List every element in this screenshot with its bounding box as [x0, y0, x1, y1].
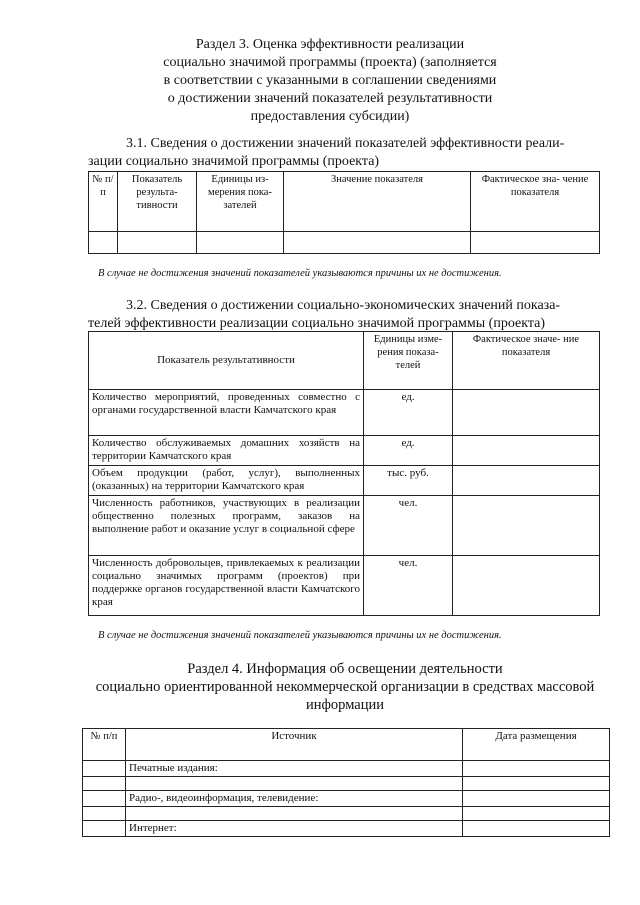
indicator-cell: Количество мероприятий, проведенных совместно с органами государственной власти Камчатского края: [89, 390, 364, 436]
actual-value-cell[interactable]: [453, 390, 600, 436]
section3-title-line: предоставления субсидии): [250, 109, 410, 124]
source-category: Интернет:: [126, 821, 463, 837]
table-cell[interactable]: [197, 232, 284, 254]
table-cell[interactable]: [463, 807, 610, 821]
table-3-2: [88, 331, 600, 616]
table-cell[interactable]: [463, 791, 610, 807]
header-units: Единицы из- мерения пока- зателей: [197, 172, 284, 232]
subsection-3-2-line2: телей эффективности реализации социально значимой программы (проекта): [88, 316, 546, 331]
table-cell[interactable]: [83, 807, 126, 821]
table-cell[interactable]: [463, 777, 610, 791]
indicator-cell: Численность работников, участвующих в реализации общественно полезных программ, заказов на выполнение работ и оказание услуг в социальной сфере: [89, 496, 364, 556]
section3-title-line: о достижении значений показателей результативности: [167, 91, 493, 106]
header-source: Источник: [126, 729, 463, 761]
table-header-row: [89, 172, 600, 232]
note-3-2: В случае не достижения значений показателей указываются причины их не достижения.: [98, 630, 502, 641]
table-cell[interactable]: [83, 791, 126, 807]
table-3-1: [88, 171, 600, 254]
section3-title: [120, 36, 540, 126]
table-row: [89, 556, 600, 616]
subsection-3-2-line1: 3.2. Сведения о достижении социально-экономических значений показа-: [126, 298, 561, 313]
table-row: [89, 466, 600, 496]
table-row: [89, 390, 600, 436]
table-cell[interactable]: [118, 232, 197, 254]
section4-title-line: Раздел 4. Информация об освещении деятельности: [187, 661, 503, 677]
section4-title: [80, 660, 610, 714]
header-number: № п/п: [83, 729, 126, 761]
section4-title-line: социально ориентированной некоммерческой организации в средствах массовой: [95, 679, 595, 695]
unit-cell: ед.: [364, 436, 453, 466]
unit-cell: ед.: [364, 390, 453, 436]
table-cell[interactable]: [463, 761, 610, 777]
header-units: Единицы изме- рения показа- телей: [364, 332, 453, 390]
actual-value-cell[interactable]: [453, 556, 600, 616]
table-cell[interactable]: [83, 777, 126, 791]
unit-cell: чел.: [364, 556, 453, 616]
indicator-cell: Объем продукции (работ, услуг), выполненных (оказанных) на территории Камчатского края: [89, 466, 364, 496]
table-row: [89, 496, 600, 556]
actual-value-cell[interactable]: [453, 466, 600, 496]
table-header-row: [89, 332, 600, 390]
table-row: [83, 761, 610, 777]
table-row: [83, 807, 610, 821]
table-cell[interactable]: [126, 807, 463, 821]
unit-cell: чел.: [364, 496, 453, 556]
table-row: [83, 821, 610, 837]
table-cell[interactable]: [83, 761, 126, 777]
table-header-row: [83, 729, 610, 761]
header-number: № п/п: [89, 172, 118, 232]
section4-title-line: информации: [306, 697, 384, 713]
table-cell[interactable]: [89, 232, 118, 254]
source-category: Печатные издания:: [126, 761, 463, 777]
table-row: [89, 436, 600, 466]
table-row: [89, 232, 600, 254]
subsection-3-1-line1: 3.1. Сведения о достижении значений показателей эффективности реали-: [126, 136, 565, 151]
section3-title-line: Раздел 3. Оценка эффективности реализации: [195, 37, 465, 52]
table-cell[interactable]: [83, 821, 126, 837]
actual-value-cell[interactable]: [453, 496, 600, 556]
header-value: Значение показателя: [284, 172, 471, 232]
table-cell[interactable]: [463, 821, 610, 837]
table-cell[interactable]: [126, 777, 463, 791]
table-cell[interactable]: [284, 232, 471, 254]
unit-cell: тыс. руб.: [364, 466, 453, 496]
note-3-1: В случае не достижения значений показателей указываются причины их не достижения.: [98, 268, 502, 279]
header-actual: Фактическое зна- чение показателя: [471, 172, 600, 232]
header-indicator: Показатель результа- тивности: [118, 172, 197, 232]
indicator-cell: Численность добровольцев, привлекаемых к реализации социально значимых программ (проектов) при поддержке органов государственной власти Камчатского края: [89, 556, 364, 616]
header-actual: Фактическое значе- ние показателя: [453, 332, 600, 390]
source-category: Радио-, видеоинформация, телевидение:: [126, 791, 463, 807]
header-date: Дата размещения: [463, 729, 610, 761]
subsection-3-1-line2: зации социально значимой программы (проекта): [88, 154, 380, 169]
section3-title-line: в соответствии с указанными в соглашении сведениями: [163, 73, 497, 88]
header-indicator: Показатель результативности: [89, 332, 364, 390]
table-row: [83, 791, 610, 807]
actual-value-cell[interactable]: [453, 436, 600, 466]
table-4: [82, 728, 610, 837]
section3-title-line: социально значимой программы (проекта) (заполняется: [163, 55, 497, 70]
subsection-3-1-heading: [88, 135, 608, 171]
table-cell[interactable]: [471, 232, 600, 254]
indicator-cell: Количество обслуживаемых домашних хозяйств на территории Камчатского края: [89, 436, 364, 466]
table-row: [83, 777, 610, 791]
subsection-3-2-heading: [88, 297, 608, 333]
